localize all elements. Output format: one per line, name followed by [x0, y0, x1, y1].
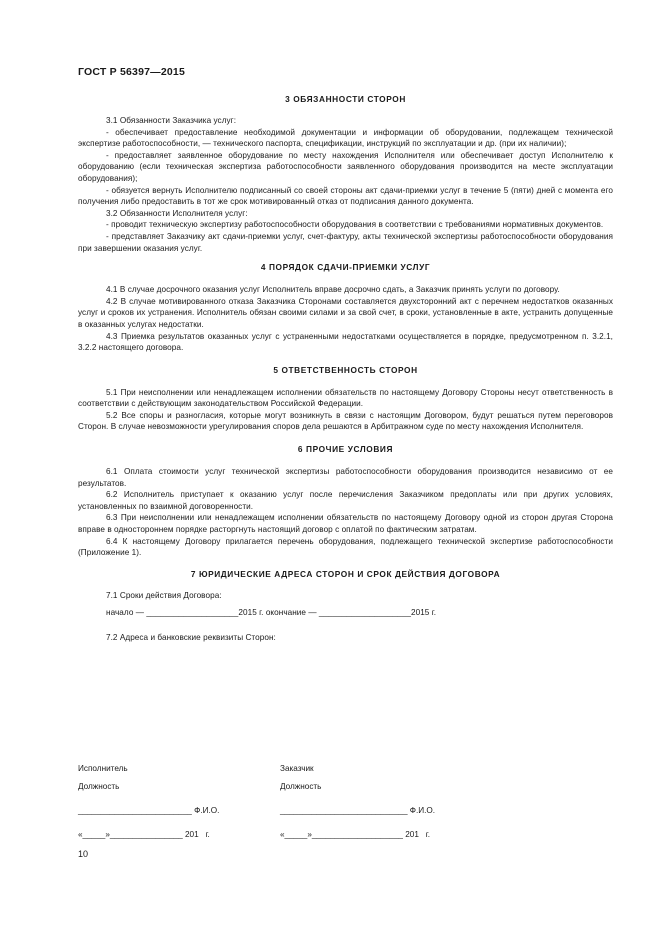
customer-date-line: «_____»____________________ 201 г.: [280, 830, 430, 839]
paragraph-3-1-b: - предоставляет заявленное оборудование по месту нахождения Исполнителя или обеспечивает доступ Исполнителю к оборудованию (если техническая экспертиза работоспособности заявленного оборудования производится на месте эксплуатации оборудования);: [78, 150, 613, 183]
paragraph-7-2: 7.2 Адреса и банковские реквизиты Сторон:: [106, 633, 276, 642]
paragraph-3-2: 3.2 Обязанности Исполнителя услуг:: [106, 208, 248, 218]
paragraph-3-1-a: - обеспечивает предоставление необходимой документации и информации об оборудовании, подлежащем технической экспертизе работоспособности, — технического паспорта, спецификации, инструкций по эксплуатации и др. (при их наличии);: [78, 127, 613, 149]
executor-date-line: «_____»________________ 201 г.: [78, 830, 210, 839]
paragraph-6-1: 6.1 Оплата стоимости услуг технической экспертизы работоспособности оборудования производится независимо от ее результатов.: [78, 467, 613, 488]
customer-position-label: Должность: [280, 782, 322, 791]
paragraph-6-2: 6.2 Исполнитель приступает к оказанию услуг после перечисления Заказчиком предоплаты или при других условиях, установленных по взаимной договоренности.: [78, 490, 613, 511]
paragraph-3-1: 3.1 Обязанности Заказчика услуг:: [106, 116, 237, 125]
customer-name-line: ____________________________ Ф.И.О.: [280, 806, 436, 815]
contract-term-line: начало — ____________________2015 г. окончание — ____________________2015 г.: [106, 608, 437, 618]
paragraph-3-2-a: - проводит техническую экспертизу работоспособности оборудования в соответствии с требованиями нормативных документов.: [106, 220, 604, 230]
page-number: 10: [78, 849, 89, 859]
paragraph-6-3: 6.3 При неисполнении или ненадлежащем исполнении обязательств по настоящему Договору одной из сторон другая Сторона вправе в одностороннем порядке расторгнуть настоящий договор с оплатой по фактическим затратам.: [78, 513, 613, 535]
section-4-title: 4 ПОРЯДОК СДАЧИ-ПРИЕМКИ УСЛУГ: [260, 262, 431, 273]
section-7-title: 7 ЮРИДИЧЕСКИЕ АДРЕСА СТОРОН И СРОК ДЕЙСТВИЯ ДОГОВОРА: [190, 568, 501, 579]
document-code-header: ГОСТ Р 56397—2015: [78, 66, 186, 78]
customer-label: Заказчик: [280, 764, 314, 773]
contract-body: [78, 93, 613, 644]
paragraph-3-2-b: - представляет Заказчику акт сдачи-приемки услуг, счет-фактуру, акты технической экспертизы работоспособности оборудования при завершении оказания услуг.: [78, 231, 613, 253]
paragraph-7-1: 7.1 Сроки действия Договора:: [106, 590, 222, 600]
section-5-title: 5 ОТВЕТСТВЕННОСТЬ СТОРОН: [273, 364, 418, 375]
paragraph-4-3: 4.3 Приемка результатов оказанных услуг с устраненными недостатками осуществляется в порядке, предусмотренном п. 3.2.1, 3.2.2 настоящего договора.: [78, 331, 613, 353]
section-6-title: 6 ПРОЧИЕ УСЛОВИЯ: [297, 444, 394, 455]
executor-label: Исполнитель: [78, 764, 128, 773]
paragraph-5-2: 5.2 Все споры и разногласия, которые могут возникнуть в связи с настоящим Договором, будут решаться путем переговоров Сторон. В случае невозможности урегулирования споров дела решаются в Арбитражном суде по месту нахождения Исполнителя.: [78, 410, 613, 432]
paragraph-3-1-c: - обязуется вернуть Исполнителю подписанный со своей стороны акт сдачи-приемки услуг в течение 5 (пяти) дней с момента его получения либо предоставить в тот же срок мотивированный отказ от подписания данного документа.: [78, 185, 613, 207]
executor-name-line: _________________________ Ф.И.О.: [78, 806, 220, 815]
paragraph-5-1: 5.1 При неисполнении или ненадлежащем исполнении обязательств по настоящему Договору Стороны несут ответственность в соответствии с действующим законодательством Российской Федерации.: [78, 387, 613, 409]
executor-position-label: Должность: [78, 782, 120, 791]
paragraph-4-1: 4.1 В случае досрочного оказания услуг Исполнитель вправе досрочно сдать, а Заказчик принять услуги по договору.: [106, 285, 560, 295]
paragraph-4-2: 4.2 В случае мотивированного отказа Заказчика Сторонами составляется двухсторонний акт с перечнем недостатков оказанных услуг и сроков их устранения. Исполнитель обязан своими силами и за свой счет, в сроки, установленные в акте, устранить допущенные в оказанных услугах недостатки.: [78, 296, 613, 329]
section-3-title: 3 ОБЯЗАННОСТИ СТОРОН: [285, 94, 406, 104]
paragraph-6-4: 6.4 К настоящему Договору прилагается перечень оборудования, подлежащего технической экспертизе работоспособности (Приложение 1).: [78, 536, 613, 558]
